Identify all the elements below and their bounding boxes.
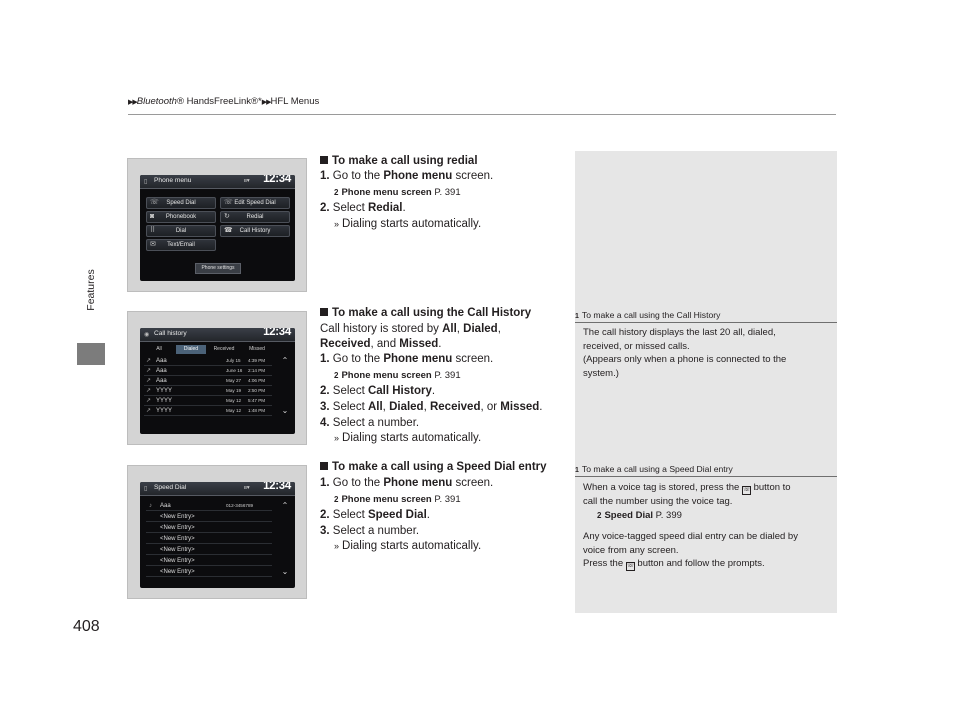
speed-dial-screenshot: [127, 465, 307, 599]
speed-dial-step-1: 1. Go to the Phone menu screen.: [320, 477, 494, 489]
speed-dial-icon: ☏: [150, 199, 159, 206]
speed-dial-row[interactable]: <New Entry>: [146, 534, 272, 544]
reference-arrow-icon: 2: [334, 371, 339, 380]
speed-dial-row[interactable]: <New Entry>: [146, 523, 272, 533]
note-body-speed-dial: When a voice tag is stored, press the ☏ button to call the number using the voice tag. 2 Speed Dial P. 399 Any voice-tagged speed dial entry can be dialed by voice from any screen. Press the ☏ button and follow the prompts.: [583, 481, 833, 571]
call-history-page-reference[interactable]: 2 Phone menu screen P. 391: [334, 370, 461, 381]
breadcrumb-arrow-icon: ▶▶: [261, 99, 271, 106]
reference-arrow-icon: 2: [597, 510, 602, 520]
breadcrumb-hfl-menus: HFL Menus: [270, 96, 320, 107]
speed-dial-note-reference[interactable]: 2 Speed Dial P. 399: [597, 509, 682, 521]
call-history-intro-line-1: Call history is stored by All, Dialed,: [320, 323, 501, 335]
text-email-button[interactable]: ✉ Text/Email: [146, 239, 216, 251]
screen-title-bar: [140, 175, 295, 189]
call-history-icon: ☎: [224, 227, 233, 234]
speed-dial-row[interactable]: <New Entry>: [146, 556, 272, 566]
scroll-up-icon[interactable]: ⌃: [281, 356, 289, 365]
redial-result: » Dialing starts automatically.: [334, 218, 482, 230]
redial-icon: ↻: [224, 213, 230, 220]
speed-dial-result: » Dialing starts automatically.: [334, 540, 482, 552]
outgoing-call-icon: ↗: [146, 368, 152, 374]
phone-menu-screenshot: [127, 158, 307, 292]
screen-clock: 12:34: [263, 328, 291, 338]
breadcrumb-bluetooth: Bluetooth: [136, 96, 177, 107]
bluetooth-signal-icon: ʙ▾: [244, 178, 250, 184]
reference-arrow-icon: 2: [334, 188, 339, 197]
screen-title: Phone menu: [154, 177, 192, 184]
outgoing-call-icon: ↗: [146, 378, 152, 384]
redial-button[interactable]: ↻ Redial: [220, 211, 290, 223]
section-square-icon: [320, 156, 328, 164]
tab-all[interactable]: All: [156, 346, 162, 352]
note-rule: [575, 322, 837, 323]
tab-missed[interactable]: Missed: [249, 346, 265, 352]
reference-arrow-icon: 2: [334, 495, 339, 504]
call-history-intro-line-2: Received, and Missed.: [320, 338, 442, 350]
speed-dial-row[interactable]: <New Entry>: [146, 545, 272, 555]
dial-button[interactable]: ⠿ Dial: [146, 225, 216, 237]
phone-menu-display: [140, 175, 295, 281]
breadcrumb: [128, 96, 319, 107]
screen-title: Call history: [154, 330, 187, 337]
note-rule: [575, 476, 837, 477]
note-title-call-history: 1 To make a call using the Call History: [575, 310, 721, 320]
section-square-icon: [320, 462, 328, 470]
note-body-call-history: The call history displays the last 20 all, dialed, received, or missed calls. (Appears only when a phone is connected to the system.): [583, 327, 787, 379]
talk-button-icon: ☏: [626, 563, 635, 569]
breadcrumb-arrow-icon: ▶▶: [128, 99, 137, 106]
phone-settings-button[interactable]: Phone settings: [195, 263, 241, 274]
phonebook-button[interactable]: ◙ Phonebook: [146, 211, 216, 223]
call-history-step-4: 4. Select a number.: [320, 417, 420, 429]
bluetooth-signal-icon: ʙ▾: [244, 485, 250, 491]
call-history-row[interactable]: ↗ YYYY May 12 1:48 PM: [144, 406, 272, 416]
call-history-row[interactable]: ↗ Aaa June 16 2:14 PM: [144, 366, 272, 376]
call-history-step-2: 2. Select Call History.: [320, 385, 436, 397]
tab-received[interactable]: Received: [213, 346, 235, 352]
outgoing-call-icon: ↗: [146, 398, 152, 404]
section-heading-redial: To make a call using redial: [320, 155, 478, 167]
section-heading-call-history: To make a call using the Call History: [320, 307, 531, 319]
section-square-icon: [320, 308, 328, 316]
scroll-up-icon[interactable]: ⌃: [281, 501, 289, 510]
edit-speed-dial-icon: ☏: [224, 199, 233, 206]
speed-dial-row[interactable]: <New Entry>: [146, 512, 272, 522]
speed-dial-page-reference[interactable]: 2 Phone menu screen P. 391: [334, 494, 461, 505]
call-history-row[interactable]: ↗ YYYY May 19 2:50 PM: [144, 386, 272, 396]
speed-dial-step-3: 3. Select a number.: [320, 525, 420, 537]
header-rule: [128, 114, 836, 115]
screen-title-bar: [140, 482, 295, 496]
phone-icon: ▯: [144, 486, 148, 492]
speed-dial-display: [140, 482, 295, 588]
call-history-row[interactable]: ↗ YYYY May 12 5:47 PM: [144, 396, 272, 406]
screen-title: Speed Dial: [154, 484, 187, 491]
result-chevron-icon: »: [334, 433, 339, 443]
redial-step-1: 1. Go to the Phone menu screen.: [320, 170, 494, 182]
screen-clock: 12:34: [263, 482, 291, 492]
breadcrumb-handsfreelink: ® HandsFreeLink®*: [176, 96, 262, 107]
keypad-icon: ⠿: [150, 227, 156, 234]
sidebar-section-label: [66, 260, 116, 320]
section-tab-marker: [77, 343, 105, 365]
envelope-icon: ✉: [150, 241, 156, 248]
screen-title-bar: [140, 328, 295, 342]
screen-clock: 12:34: [263, 175, 291, 185]
outgoing-call-icon: ↗: [146, 408, 152, 414]
scroll-down-icon[interactable]: ⌄: [281, 406, 289, 415]
speed-dial-row[interactable]: ♪ Aaa 012-3456789: [146, 501, 272, 511]
edit-speed-dial-button[interactable]: ☏ Edit Speed Dial: [220, 197, 290, 209]
speed-dial-row[interactable]: <New Entry>: [146, 567, 272, 577]
phonebook-icon: ◙: [150, 213, 155, 220]
section-heading-speed-dial: To make a call using a Speed Dial entry: [320, 461, 547, 473]
call-history-row[interactable]: ↗ Aaa May 27 4:06 PM: [144, 376, 272, 386]
scroll-down-icon[interactable]: ⌄: [281, 567, 289, 576]
call-history-step-3: 3. Select All, Dialed, Received, or Missed.: [320, 401, 543, 413]
result-chevron-icon: »: [334, 219, 339, 229]
call-history-result: » Dialing starts automatically.: [334, 432, 482, 444]
outgoing-call-icon: ↗: [146, 388, 152, 394]
call-history-icon: ◉: [144, 332, 150, 338]
page-number: 408: [73, 618, 100, 635]
call-history-display: [140, 328, 295, 434]
result-chevron-icon: »: [334, 541, 339, 551]
voice-tag-icon: ♪: [149, 503, 152, 509]
sidebar-label-text: Features: [85, 269, 97, 311]
tab-dialed[interactable]: Dialed: [176, 345, 206, 354]
phone-icon: ▯: [144, 179, 148, 185]
redial-step-2: 2. Select Redial.: [320, 202, 406, 214]
call-history-tabs: [144, 345, 272, 354]
talk-button-icon: ☏: [742, 487, 751, 493]
call-history-step-1: 1. Go to the Phone menu screen.: [320, 353, 494, 365]
note-title-speed-dial: 1 To make a call using a Speed Dial entry: [575, 464, 733, 474]
call-history-screenshot: [127, 311, 307, 445]
call-history-row[interactable]: ↗ Aaa July 15 4:39 PM: [144, 356, 272, 366]
speed-dial-step-2: 2. Select Speed Dial.: [320, 509, 430, 521]
outgoing-call-icon: ↗: [146, 358, 152, 364]
call-history-button[interactable]: ☎ Call History: [220, 225, 290, 237]
redial-page-reference[interactable]: 2 Phone menu screen P. 391: [334, 187, 461, 198]
speed-dial-button[interactable]: ☏ Speed Dial: [146, 197, 216, 209]
